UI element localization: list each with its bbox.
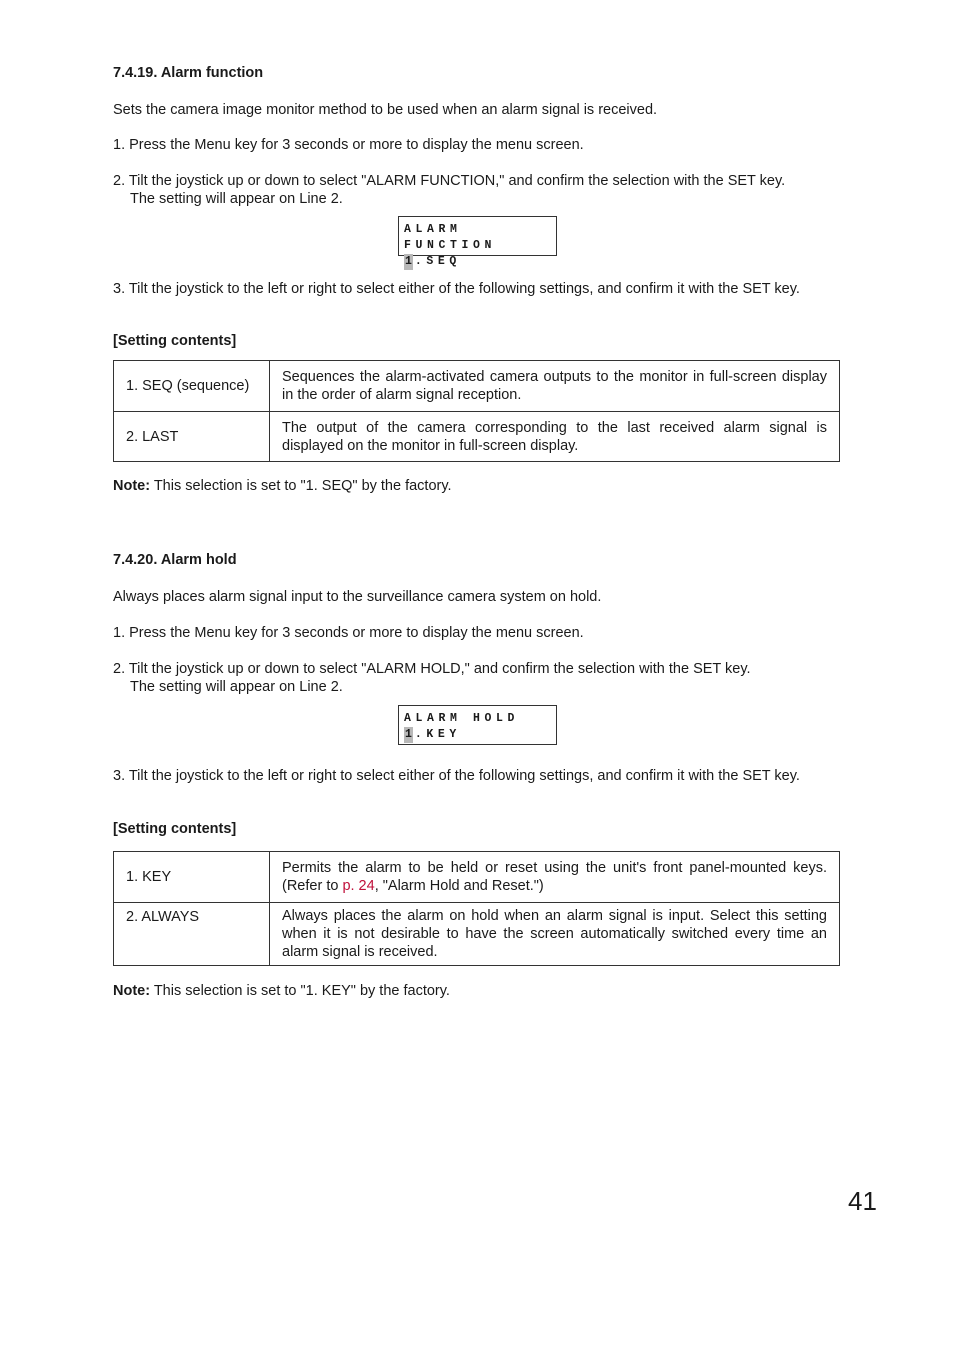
- step-2: 2. Tilt the joystick up or down to select "ALARM FUNCTION," and confirm the selection with the SET key.: [113, 173, 786, 189]
- lcd-line-1: ALARM HOLD: [404, 712, 520, 725]
- lcd-line-2: [404, 254, 556, 270]
- step-3: 3. Tilt the joystick to the left or right to select either of the following settings, and confirm it with the SET key.: [113, 281, 800, 297]
- note-label: Note:: [113, 983, 151, 999]
- settings-heading: [Setting contents]: [113, 821, 237, 837]
- page-reference-link[interactable]: p. 24: [342, 878, 375, 894]
- note-text: This selection is set to "1. KEY" by the factory.: [150, 983, 450, 999]
- setting-key: 2. LAST: [114, 412, 270, 462]
- table-row: [114, 412, 840, 462]
- lcd-display-alarm-function: [398, 216, 557, 268]
- section-heading-alarm-hold: 7.4.20. Alarm hold: [113, 552, 237, 568]
- settings-heading: [Setting contents]: [113, 333, 237, 349]
- note-text: This selection is set to "1. SEQ" by the factory.: [150, 478, 452, 494]
- intro-text: Always places alarm signal input to the surveillance camera system on hold.: [113, 589, 602, 605]
- lcd-line-2: [404, 727, 556, 743]
- note-label: Note:: [113, 478, 151, 494]
- table-row: [114, 852, 840, 903]
- description-text: , "Alarm Hold and Reset."): [374, 878, 544, 894]
- lcd-cursor: 1: [405, 255, 412, 268]
- lcd-line-2-value: .KEY: [414, 728, 461, 741]
- page-number: 41: [848, 1186, 877, 1216]
- section-heading-alarm-function: 7.4.19. Alarm function: [113, 65, 264, 81]
- setting-description: [270, 852, 840, 903]
- settings-table-alarm-hold: [113, 851, 840, 966]
- note: [113, 982, 450, 1000]
- setting-description: Always places the alarm on hold when an alarm signal is input. Select this setting when it is not desirable to have the screen automatically switched every time an alarm signal is received.: [270, 903, 840, 966]
- note: [113, 477, 452, 495]
- table-row: [114, 361, 840, 412]
- step-2-continued: The setting will appear on Line 2.: [130, 191, 343, 207]
- settings-table-alarm-function: [113, 360, 840, 462]
- setting-key: 1. SEQ (sequence): [114, 361, 270, 412]
- table-row: [114, 903, 840, 966]
- step-1: 1. Press the Menu key for 3 seconds or more to display the menu screen.: [113, 625, 584, 641]
- lcd-cursor: 1: [405, 728, 412, 741]
- lcd-display-alarm-hold: [398, 705, 557, 745]
- setting-key: 2. ALWAYS: [114, 903, 270, 966]
- step-3: 3. Tilt the joystick to the left or right to select either of the following settings, and confirm it with the SET key.: [113, 768, 800, 784]
- intro-text: Sets the camera image monitor method to be used when an alarm signal is received.: [113, 102, 658, 118]
- setting-key: 1. KEY: [114, 852, 270, 903]
- lcd-line-1: ALARM FUNCTION: [404, 223, 497, 252]
- step-2-continued: The setting will appear on Line 2.: [130, 679, 343, 695]
- step-1: 1. Press the Menu key for 3 seconds or more to display the menu screen.: [113, 137, 584, 153]
- lcd-line-2-value: .SEQ: [414, 255, 461, 268]
- setting-description: The output of the camera corresponding to the last received alarm signal is displayed on the monitor in full-screen display.: [270, 412, 840, 462]
- step-2: 2. Tilt the joystick up or down to select "ALARM HOLD," and confirm the selection with the SET key.: [113, 661, 751, 677]
- description-text: Permits the alarm to be held or reset using the unit's front panel-mounted keys. (Refer to: [282, 860, 827, 894]
- setting-description: Sequences the alarm-activated camera outputs to the monitor in full-screen display in the order of alarm signal reception.: [270, 361, 840, 412]
